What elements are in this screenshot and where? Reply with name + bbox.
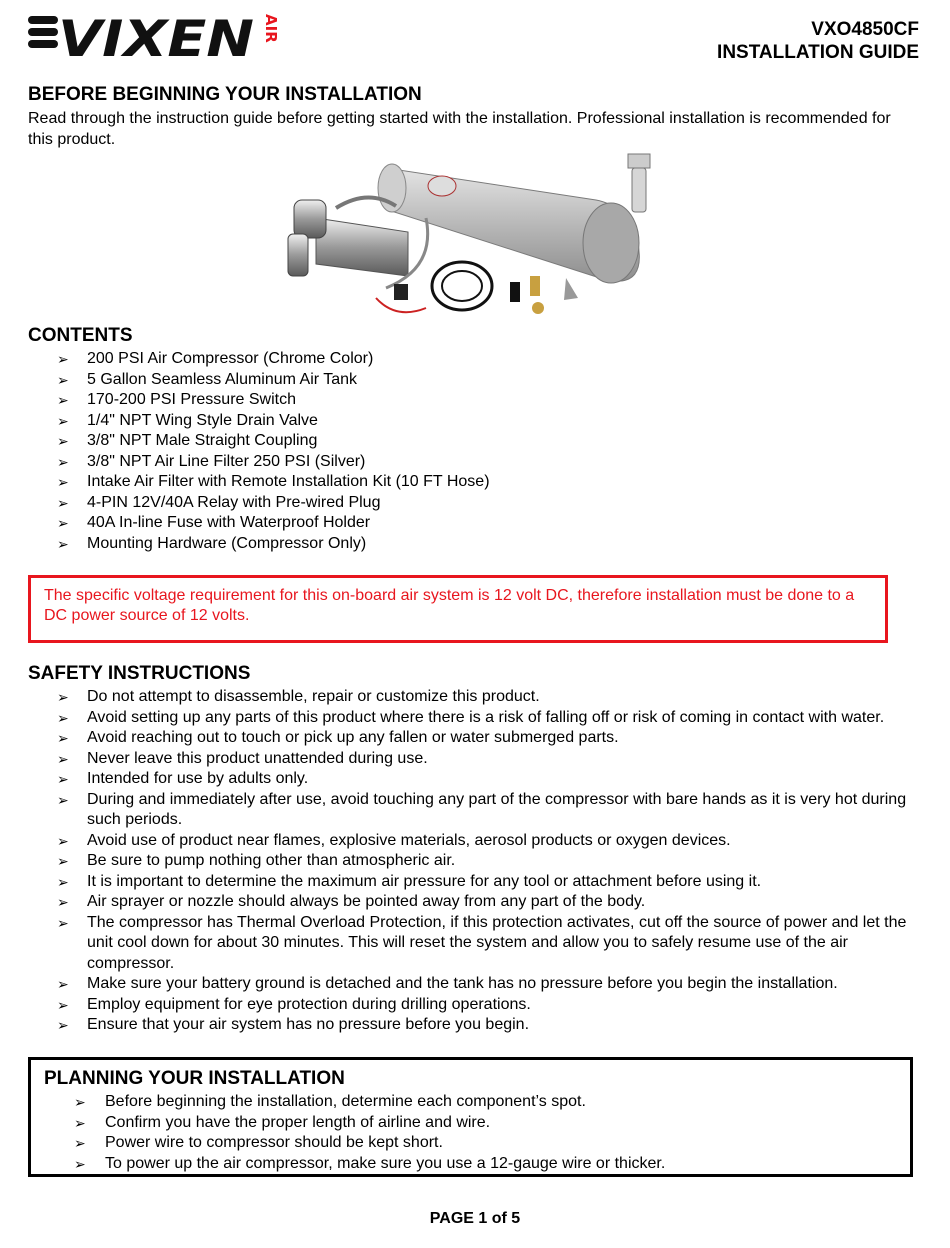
list-item: ➢ During and immediately after use, avoid touching any part of the compressor with bare hands as it is very hot during such periods.	[28, 790, 920, 831]
safety-section	[28, 663, 920, 1036]
list-item: ➢ Avoid reaching out to touch or pick up any fallen or water submerged parts.	[28, 728, 920, 749]
list-item: ➢ Confirm you have the proper length of airline and wire.	[44, 1113, 910, 1134]
list-item: ➢ Do not attempt to disassemble, repair or customize this product.	[28, 687, 920, 708]
list-item: ➢ The compressor has Thermal Overload Protection, if this protection activates, cut off the source of power and let the unit cool down for about 30 minutes. This will reset the system and allow you to safely resume use of the air compressor.	[28, 913, 920, 975]
before-section	[28, 84, 920, 150]
vixen-air-logo	[28, 6, 284, 62]
list-item: ➢ 40A In-line Fuse with Waterproof Holder	[28, 513, 490, 534]
air-line-filter-graphic	[628, 154, 650, 212]
contents-section	[28, 325, 490, 554]
list-item: ➢ Intended for use by adults only.	[28, 769, 920, 790]
list-item: ➢ 4-PIN 12V/40A Relay with Pre-wired Plug	[28, 493, 490, 514]
list-item: ➢ Employ equipment for eye protection during drilling operations.	[28, 995, 920, 1016]
list-item: ➢ 170-200 PSI Pressure Switch	[28, 390, 490, 411]
contents-list	[28, 349, 490, 554]
list-item: ➢ Avoid setting up any parts of this product where there is a risk of falling off or risk of coming in contact with water.	[28, 708, 920, 729]
list-item: ➢ Intake Air Filter with Remote Installation Kit (10 FT Hose)	[28, 472, 490, 493]
logo-wordmark: VIXEN	[58, 10, 254, 62]
safety-list	[28, 687, 920, 1036]
before-heading: BEFORE BEGINNING YOUR INSTALLATION	[28, 84, 422, 105]
list-item: ➢ Air sprayer or nozzle should always be pointed away from any part of the body.	[28, 892, 920, 913]
model-number: VXO4850CF	[811, 19, 919, 40]
air-tank-graphic	[378, 164, 639, 300]
list-item: ➢ Power wire to compressor should be kept short.	[44, 1133, 910, 1154]
planning-box	[28, 1057, 913, 1177]
document-header	[717, 18, 919, 64]
list-item: ➢ To power up the air compressor, make sure you use a 12-gauge wire or thicker.	[44, 1154, 910, 1175]
planning-heading: PLANNING YOUR INSTALLATION	[44, 1068, 345, 1089]
list-item: ➢ 3/8" NPT Male Straight Coupling	[28, 431, 490, 452]
list-item: ➢ Ensure that your air system has no pressure before you begin.	[28, 1015, 920, 1036]
list-item: ➢ Mounting Hardware (Compressor Only)	[28, 534, 490, 555]
document-title: INSTALLATION GUIDE	[717, 42, 919, 63]
list-item: ➢ Be sure to pump nothing other than atmospheric air.	[28, 851, 920, 872]
logo-air: AIR	[262, 14, 280, 43]
list-item: ➢ Make sure your battery ground is detached and the tank has no pressure before you begin the installation.	[28, 974, 920, 995]
list-item: ➢ 3/8" NPT Air Line Filter 250 PSI (Silver)	[28, 452, 490, 473]
list-item: ➢ Avoid use of product near flames, explosive materials, aerosol products or oxygen devices.	[28, 831, 920, 852]
planning-list	[44, 1092, 910, 1174]
list-item: ➢ Never leave this product unattended during use.	[28, 749, 920, 770]
list-item: ➢ 5 Gallon Seamless Aluminum Air Tank	[28, 370, 490, 391]
list-item: ➢ Before beginning the installation, determine each component’s spot.	[44, 1092, 910, 1113]
before-text: Read through the instruction guide before getting started with the installation. Professional installation is recommended for this product.	[28, 110, 891, 148]
voltage-warning-text: The specific voltage requirement for this on-board air system is 12 volt DC, therefore installation must be done to a DC power source of 12 volts.	[44, 587, 855, 624]
air-system-product-image	[276, 148, 668, 324]
safety-heading: SAFETY INSTRUCTIONS	[28, 663, 251, 684]
page-number: PAGE 1 of 5	[429, 1210, 521, 1227]
voltage-warning-box	[28, 575, 888, 643]
list-item: ➢ It is important to determine the maximum air pressure for any tool or attachment before using it.	[28, 872, 920, 893]
list-item: ➢ 200 PSI Air Compressor (Chrome Color)	[28, 349, 490, 370]
contents-heading: CONTENTS	[28, 325, 133, 346]
list-item: ➢ 1/4" NPT Wing Style Drain Valve	[28, 411, 490, 432]
